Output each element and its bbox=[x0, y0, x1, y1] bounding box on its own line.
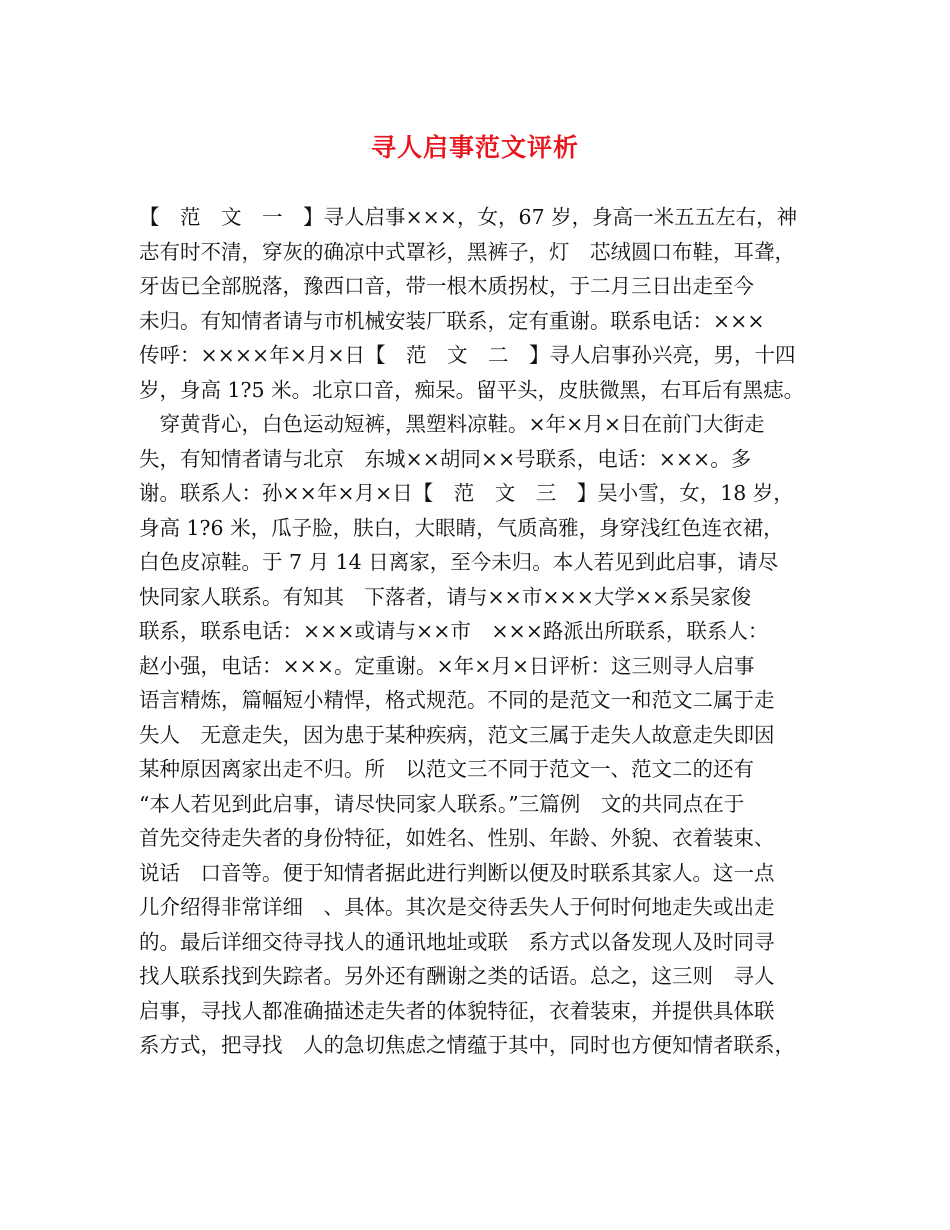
text-line: 未归。有知情者请与市机械安装厂联系，定有重谢。联系电话：××× bbox=[139, 308, 765, 333]
text-line: 某种原因离家出走不归。所 以范文三不同于范文一、范文二的还有 bbox=[139, 757, 754, 781]
text-line: 说话 口音等。便于知情者据此进行判断以便及时联系其家人。这一点 bbox=[139, 860, 775, 885]
text-line: 白色皮凉鞋。于 7 月 14 日离家，至今未归。本人若见到此启事，请尽 bbox=[139, 550, 779, 574]
text-line: 身高 1?6 米，瓜子脸，肤白，大眼睛，气质高雅，身穿浅红色连衣裙， bbox=[139, 515, 784, 540]
text-line: 赵小强，电话：×××。定重谢。×年×月×日评析：这三则寻人启事 bbox=[139, 653, 755, 678]
text-line: 穿黄背心，白色运动短裤，黑塑料凉鞋。×年×月×日在前门大街走 bbox=[139, 412, 765, 436]
text-line: 系方式，把寻找 人的急切焦虑之情蕴于其中，同时也方便知情者联系， bbox=[139, 1033, 795, 1057]
body-text bbox=[139, 200, 829, 1063]
text-line: 首先交待走失者的身份特征，如姓名、性别、年龄、外貌、衣着装束、 bbox=[139, 826, 775, 850]
text-line: 失人 无意走失，因为患于某种疾病，范文三属于走失人故意走失即因 bbox=[139, 722, 775, 747]
text-line: 志有时不清，穿灰的确凉中式罩衫，黑裤子，灯 芯绒圆口布鞋，耳聋， bbox=[139, 239, 795, 264]
text-line: 联系，联系电话：×××或请与××市 ×××路派出所联系，联系人： bbox=[139, 619, 769, 643]
text-line: 【 范 文 一 】寻人启事×××，女，67 岁，身高一米五五左右，神 bbox=[139, 205, 798, 229]
text-line: 快同家人联系。有知其 下落者，请与××市×××大学××系吴家俊 bbox=[139, 584, 752, 609]
text-line: 启事，寻找人都准确描述走失者的体貌特征，衣着装束，并提供具体联 bbox=[139, 998, 775, 1023]
page-title: 寻人启事范文评析 bbox=[370, 133, 579, 162]
text-line: “本人若见到此启事，请尽快同家人联系。”三篇例 文的共同点在于 bbox=[139, 791, 745, 816]
text-line: 失，有知情者请与北京 东城××胡同××号联系，电话：×××。多 bbox=[139, 446, 752, 471]
text-line: 找人联系找到失踪者。另外还有酬谢之类的话语。总之，这三则 寻人 bbox=[139, 964, 775, 988]
text-line: 岁，身高 1?5 米。北京口音，痴呆。留平头，皮肤微黑，右耳后有黑痣。 bbox=[139, 377, 805, 402]
text-line: 语言精炼，篇幅短小精悍，格式规范。不同的是范文一和范文二属于走 bbox=[139, 688, 775, 712]
text-line: 谢。联系人：孙××年×月×日【 范 文 三 】吴小雪，女，18 岁， bbox=[139, 481, 794, 505]
text-line: 儿介绍得非常详细 、具体。其次是交待丢失人于何时何地走失或出走 bbox=[139, 895, 775, 919]
text-line: 的。最后详细交待寻找人的通讯地址或联 系方式以备发现人及时同寻 bbox=[139, 929, 775, 954]
text-line: 牙齿已全部脱落，豫西口音，带一根木质拐杖，于二月三日出走至今 bbox=[139, 274, 754, 298]
text-line: 传呼：××××年×月×日【 范 文 二 】寻人启事孙兴亮，男，十四 bbox=[139, 343, 796, 367]
